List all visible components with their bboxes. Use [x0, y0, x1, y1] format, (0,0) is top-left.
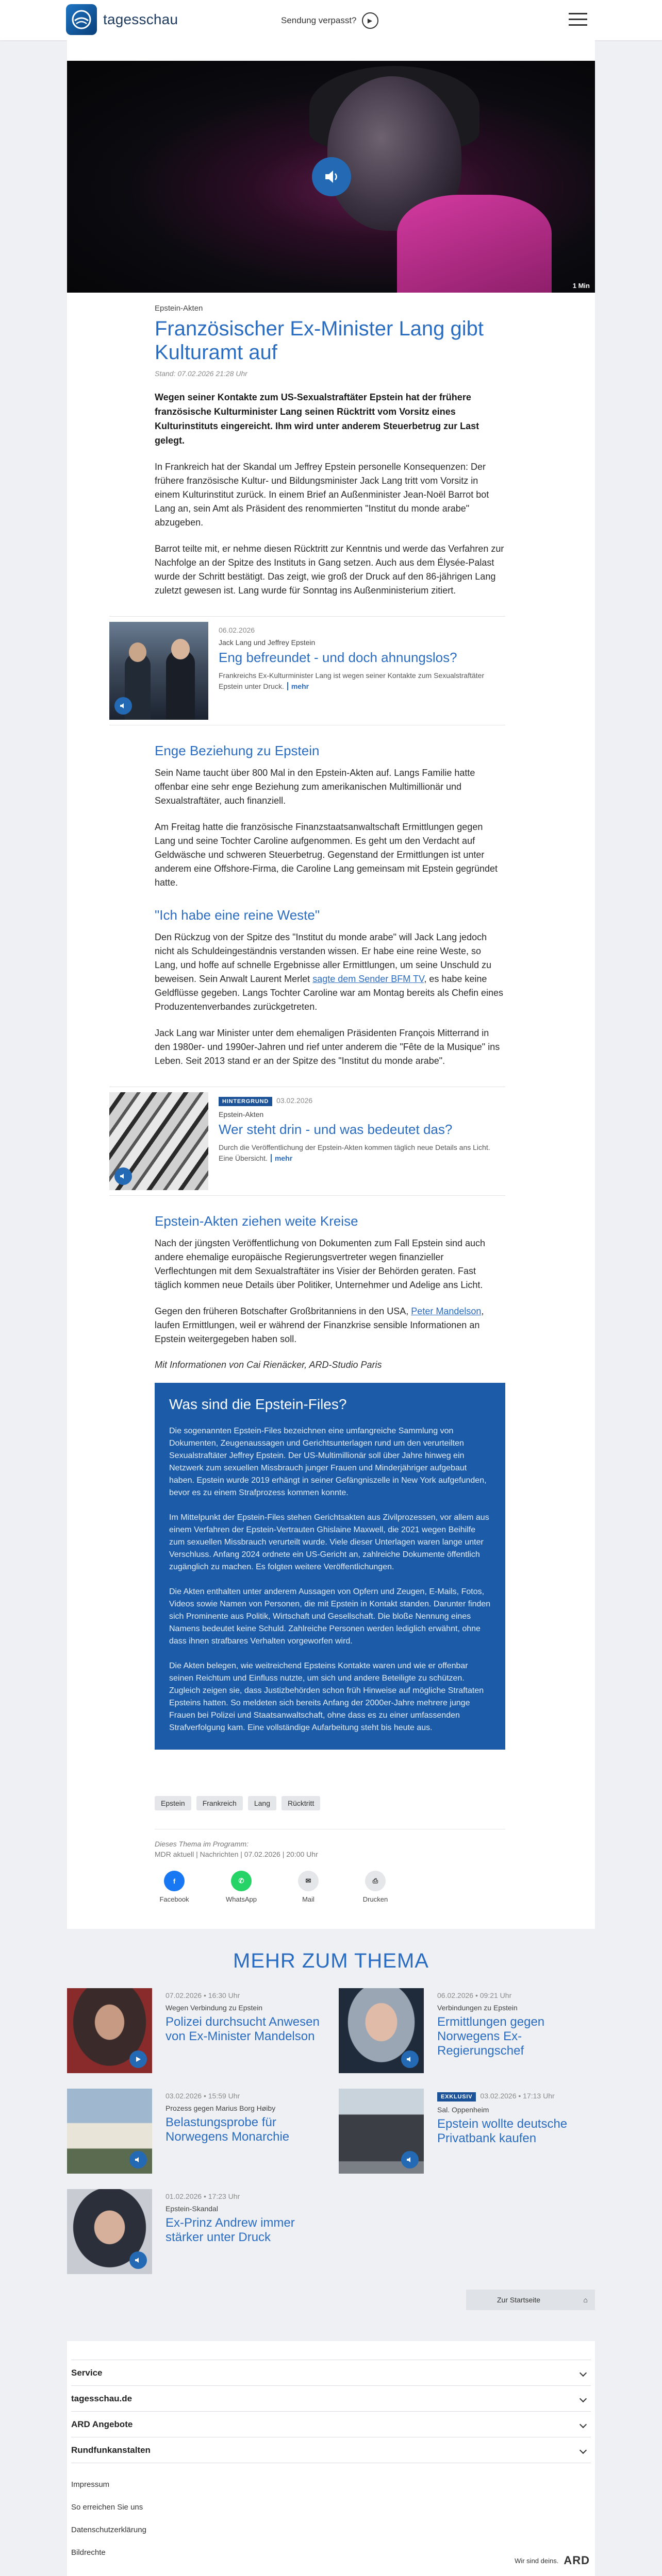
category-badge: HINTERGRUND — [219, 1097, 272, 1106]
missed-broadcast-link[interactable] — [281, 12, 378, 29]
sound-icon[interactable] — [312, 157, 351, 196]
brand-logo[interactable] — [66, 4, 178, 35]
footer-links — [71, 2473, 595, 2564]
info-paragraph: Die sogenannten Epstein-Files bezeichnen eine umfangreiche Sammlung von Dokumenten, Zeugenaussagen und Gerichtsunterlagen rund um den verurteilten Sexualstraftäter Jeffrey Epstein. Der US-Multimillionär soll über Jahre hinweg ein Netzwerk zum sexuellen Missbrauch junger Frauen und Minderjähriger aufgebaut haben. Epstein wurde 2019 erhängt in seiner Gefängniszelle in New York aufgefunden, bevor es zu einem Strafprozess kommen konnte. — [169, 1427, 487, 1497]
teaser-shorttext: Frankreichs Ex-Kulturminister Lang ist wegen seiner Kontakte zum Sexualstraftäter Epstein unter Druck. mehr — [219, 671, 485, 690]
mail-icon: ✉ — [298, 1871, 319, 1891]
teaser-date: 03.02.2026 — [276, 1096, 313, 1105]
teaser-image — [109, 1092, 208, 1190]
teaser-topline: Epstein-Akten — [219, 1110, 264, 1118]
print-icon: ⎙ — [365, 1871, 386, 1891]
footer-link[interactable]: Bildrechte — [71, 2548, 106, 2557]
missed-label: Sendung verpasst? — [281, 15, 357, 25]
inline-teaser[interactable] — [109, 1087, 505, 1196]
card-image — [67, 2089, 152, 2174]
paragraph: Jack Lang war Minister unter dem ehemaligen Präsidenten François Mitterrand in den 1980er- und 1990er-Jahren und rief unter anderem die "Fête de la Musique" ins Leben. Seit 2013 stand er an der Spitze des "Institut du monde arabe". — [155, 1028, 500, 1066]
related-card[interactable]: EXKLUSIV 03.02.2026 • 17:13 Uhr Sal. Oppenheim Epstein wollte deutsche Privatbank kaufen — [339, 2089, 595, 2174]
share-whatsapp[interactable]: ✆ WhatsApp — [226, 1871, 257, 1903]
ard-claim: Wir sind deins. — [515, 2556, 559, 2565]
related-card[interactable]: 01.02.2026 • 17:23 Uhr Epstein-Skandal Ex-Prinz Andrew immer stärker unter Druck — [67, 2189, 323, 2274]
video-icon — [129, 2251, 147, 2269]
article-topline: Epstein-Akten — [155, 304, 203, 313]
article-body — [155, 304, 505, 1929]
footer-link[interactable]: Datenschutzerklärung — [71, 2526, 146, 2534]
paragraph: Sein Name taucht über 800 Mal in den Epstein-Akten auf. Langs Familie hatte offenbar eine sehr enge Beziehung zum amerikanischen Multimillionär und Sexualstraftäter, auch finanziell. — [155, 768, 475, 806]
tag[interactable]: Epstein — [155, 1796, 191, 1810]
card-image — [339, 1988, 424, 2073]
tag-list — [155, 1796, 505, 1810]
share-print[interactable]: ⎙ Drucken — [360, 1871, 391, 1903]
program-info: Dieses Thema im Programm: MDR aktuell | Nachrichten | 07.02.2026 | 20:00 Uhr — [155, 1829, 505, 1859]
author-signoff: Mit Informationen von Cai Rienäcker, ARD-Studio Paris — [155, 1360, 382, 1370]
info-box — [155, 1383, 505, 1750]
teaser-headline: Eng befreundet - und doch ahnungslos? — [219, 650, 457, 665]
tagesschau-logo-icon — [66, 4, 97, 35]
whatsapp-icon: ✆ — [231, 1871, 252, 1891]
facebook-icon: f — [164, 1871, 185, 1891]
related-card[interactable]: 06.02.2026 • 09:21 Uhr Verbindungen zu Epstein Ermittlungen gegen Norwegens Ex-Regierungschef — [339, 1988, 595, 2073]
paragraph: Gegen den früheren Botschafter Großbritanniens in den USA, Peter Mandelson, laufen Ermittlungen, weil er während der Finanzkrise sensible Informationen an Epstein weitergegeben haben soll. — [155, 1306, 484, 1344]
article-lead: Wegen seiner Kontakte zum US-Sexualstraftäter Epstein hat der frühere französische Kulturminister Lang seinen Rücktritt vom Vorsitz eines Kulturinstituts eingereicht. Ihm wird unter anderem Steuerbetrug zur Last gelegt. — [155, 392, 479, 446]
tag[interactable]: Rücktritt — [282, 1796, 320, 1810]
article-date: Stand: 07.02.2026 21:28 Uhr — [155, 369, 247, 378]
section-heading: Epstein-Akten ziehen weite Kreise — [155, 1213, 358, 1229]
info-box-title: Was sind die Epstein-Files? — [169, 1396, 347, 1412]
more-link[interactable]: mehr — [287, 682, 309, 690]
back-to-home-button[interactable]: Zur Startseite ⌂ — [466, 2290, 595, 2310]
chevron-down-icon — [580, 2395, 587, 2402]
related-title: MEHR ZUM THEMA — [233, 1950, 429, 1972]
footer-link[interactable]: Impressum — [71, 2480, 110, 2489]
article-title: Französischer Ex-Minister Lang gibt Kulturamt auf — [155, 317, 484, 364]
card-image — [339, 2089, 424, 2174]
paragraph: Am Freitag hatte die französische Finanzstaatsanwaltschaft Ermittlungen gegen Lang und seine Tochter Caroline aufgenommen. Es geht um den Verdacht auf Geldwäsche und schweren Steuerbetrug. Gegenstand der Ermittlungen ist unter anderem eine Offshore-Firma, die Caroline Lang gemeinsam mit Epstein gegründet hatte. — [155, 822, 498, 888]
section-heading: Enge Beziehung zu Epstein — [155, 743, 320, 758]
accordion-row[interactable]: ARD Angebote — [71, 2412, 591, 2437]
play-icon: ▶ — [362, 12, 378, 29]
related-card[interactable]: 07.02.2026 • 16:30 Uhr Wegen Verbindung zu Epstein Polizei durchsucht Anwesen von Ex-Minister Mandelson — [67, 1988, 323, 2073]
card-image — [67, 1988, 152, 2073]
card-image — [67, 2189, 152, 2274]
bfm-link[interactable]: sagte dem Sender BFM TV — [312, 974, 424, 984]
site-header — [0, 0, 662, 40]
accordion-row[interactable]: Service — [71, 2360, 591, 2386]
section-heading: "Ich habe eine reine Weste" — [155, 907, 320, 923]
more-link[interactable]: mehr — [271, 1154, 292, 1162]
accordion-row[interactable]: tagesschau.de — [71, 2386, 591, 2412]
exclusive-badge: EXKLUSIV — [437, 2092, 476, 2102]
teaser-headline: Wer steht drin - und was bedeutet das? — [219, 1122, 453, 1137]
video-icon — [114, 1167, 132, 1185]
footer-accordion — [71, 2360, 591, 2463]
home-icon: ⌂ — [583, 2296, 588, 2304]
footer-link[interactable]: So erreichen Sie uns — [71, 2503, 143, 2512]
info-paragraph: Die Akten enthalten unter anderem Aussagen von Opfern und Zeugen, E-Mails, Fotos, Videos sowie Namen von Personen, die mit Epstein in Kontakt standen. Darunter finden sich Prominente aus Politik, Wirtschaft und Gesellschaft. Die bloße Nennung eines Namens bedeutet keine Schuld. Zahlreiche Personen werden lediglich erwähnt, ohne dass ihnen strafbares Verhalten vorgeworfen wird. — [169, 1587, 491, 1646]
article-page — [67, 40, 595, 2341]
video-icon — [129, 2151, 147, 2168]
video-icon — [114, 697, 132, 715]
related-section — [0, 1929, 662, 2341]
ard-logo: ARD — [564, 2554, 590, 2567]
mandelson-link[interactable]: Peter Mandelson — [411, 1306, 482, 1316]
inline-teaser[interactable] — [109, 616, 505, 725]
teaser-topline: Jack Lang und Jeffrey Epstein — [219, 638, 316, 647]
related-card[interactable]: 03.02.2026 • 15:59 Uhr Prozess gegen Marius Borg Høiby Belastungsprobe für Norwegens Monarchie — [67, 2089, 323, 2174]
video-icon — [129, 2050, 147, 2068]
paragraph: Nach der jüngsten Veröffentlichung von Dokumenten zum Fall Epstein sind auch andere ehemalige europäische Regierungsvertreter wegen finanzieller Verflechtungen mit dem Sexualstraftäter ins Visier der Behörden geraten. Fast täglich kommen neue Details über Politiker, Unternehmer und Adelige ans Licht. — [155, 1238, 486, 1290]
ard-brand[interactable] — [67, 2554, 590, 2567]
accordion-row[interactable]: Rundfunkanstalten — [71, 2437, 591, 2463]
site-footer — [67, 2341, 595, 2576]
video-player[interactable] — [67, 61, 595, 293]
chevron-down-icon — [580, 2446, 587, 2453]
paragraph: In Frankreich hat der Skandal um Jeffrey Epstein personelle Konsequenzen: Der frühere französische Kultur- und Bildungsminister Jack Lang tritt vom Vorsitz in einem Kulturinstitut zurück. In einem Brief an Außenminister Jean-Noël Barrot bot Lang an, sein Amt als Präsident des renommierten "Institut du monde arabe" abzugeben. — [155, 462, 489, 528]
chevron-down-icon — [580, 2420, 587, 2428]
menu-burger-icon[interactable] — [569, 13, 587, 26]
teaser-image — [109, 622, 208, 720]
share-mail[interactable]: ✉ Mail — [293, 1871, 324, 1903]
teaser-shorttext: Durch die Veröffentlichung der Epstein-Akten kommen täglich neue Details ans Licht. Eine Übersicht. mehr — [219, 1143, 490, 1162]
teaser-date: 06.02.2026 — [219, 626, 255, 634]
info-paragraph: Die Akten belegen, wie weitreichend Epsteins Kontakte waren und wie er offenbar seinen Reichtum und Einfluss nutzte, um sich und andere Beteiligte zu schützen. Zugleich zeigen sie, dass Justizbehörden schon früh Hinweise auf mögliche Straftaten Epsteins hatten. So meldeten sich bereits Anfang der 2000er-Jahre mehrere junge Frauen bei Polizei und Staatsanwaltschaft, ohne dass es zu einer umfassenden Strafverfolgung kam. Eine vollständige Aufarbeitung steht bis heute aus. — [169, 1662, 484, 1732]
video-duration: 1 Min — [572, 282, 590, 290]
share-bar — [159, 1871, 505, 1929]
share-facebook[interactable]: f Facebook — [159, 1871, 190, 1903]
chevron-down-icon — [580, 2369, 587, 2376]
info-paragraph: Im Mittelpunkt der Epstein-Files stehen Gerichtsakten aus Zivilprozessen, vor allem aus einem Verfahren der Epstein-Vertrauten Ghislaine Maxwell, die 2021 wegen Beihilfe zum sexuellen Missbrauch verurteilt wurde. Viele dieser Unterlagen waren lange unter Verschluss. Anfang 2024 ordnete ein US-Gericht an, zahlreiche Dokumente öffentlich zugänglich zu machen. Es folgten weitere Veröffentlichungen. — [169, 1513, 489, 1571]
brand-name: tagesschau — [103, 11, 178, 27]
tag[interactable]: Frankreich — [196, 1796, 243, 1810]
video-icon — [401, 2050, 419, 2068]
paragraph: Den Rückzug von der Spitze des "Institut du monde arabe" will Jack Lang jedoch nicht als Schuldeingeständnis verstanden wissen. Er habe eine reine Weste, so Lang, und hoffe auf schnelle Ergebnisse aller Ermittlungen, um seine Unschuld zu beweisen. Sein Anwalt Laurent Merlet sagte dem Sender BFM TV, es habe keine Geldflüsse gegeben. Langs Tochter Caroline war am Montag bereits als Chefin eines Produzentenverbandes zurückgetreten. — [155, 932, 504, 1012]
paragraph: Barrot teilte mit, er nehme diesen Rücktritt zur Kenntnis und werde das Verfahren zur Nachfolge an der Spitze des Instituts in Gang setzen. Auch aus dem Élysée-Palast wurde der Schritt bestätigt. Das zeigt, wie groß der Druck auf den 86-jährigen Lang zuletzt gewesen ist. Lang wurde für Sonntag ins Außenministerium zitiert. — [155, 544, 504, 596]
tag[interactable]: Lang — [248, 1796, 276, 1810]
video-icon — [401, 2151, 419, 2168]
